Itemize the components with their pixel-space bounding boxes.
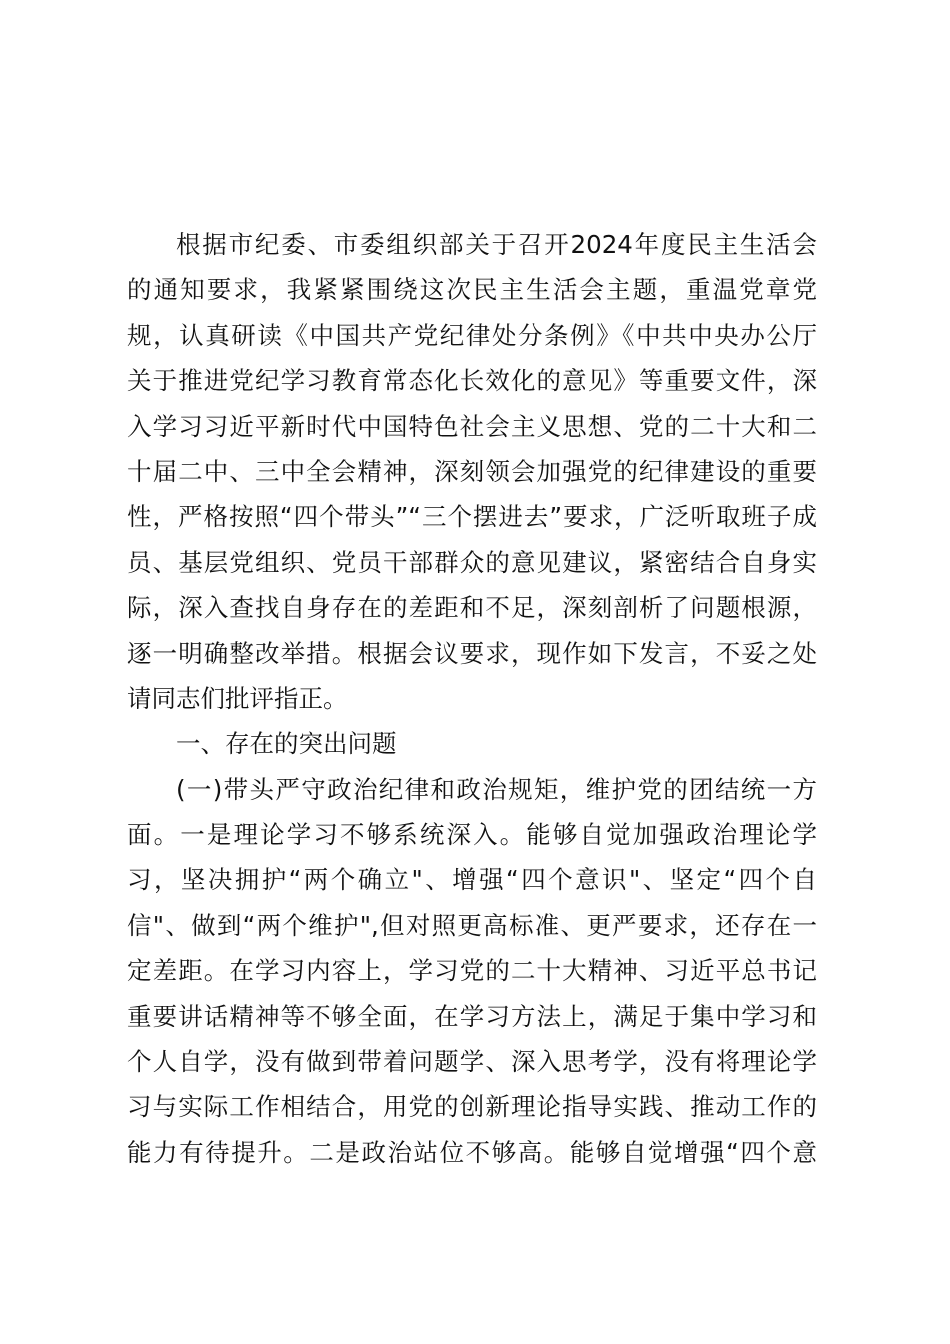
paragraph-line: (一)带头严守政治纪律和政治规矩，维护党的团结统一方 xyxy=(176,774,817,804)
paragraph-line: 的通知要求，我紧紧围绕这次民主生活会主题，重温党章党 xyxy=(127,275,817,305)
paragraph-line: 入学习习近平新时代中国特色社会主义思想、党的二十大和二 xyxy=(127,411,817,441)
paragraph-line: 习，坚决拥护“两个确立"、增强“四个意识"、坚定“四个自 xyxy=(127,865,817,895)
paragraph-line: 根据市纪委、市委组织部关于召开2024年度民主生活会 xyxy=(176,230,817,259)
paragraph-line: 定差距。在学习内容上，学习党的二十大精神、习近平总书记 xyxy=(127,956,817,986)
paragraph-line: 际，深入查找自身存在的差距和不足，深刻剖析了问题根源， xyxy=(127,593,817,623)
paragraph-line: 规，认真研读《中国共产党纪律处分条例》《中共中央办公厅 xyxy=(127,320,817,350)
paragraph-line: 十届二中、三中全会精神，深刻领会加强党的纪律建设的重要 xyxy=(127,456,817,486)
document-body xyxy=(127,222,817,1175)
paragraph-line: 关于推进党纪学习教育常态化长效化的意见》等重要文件，深 xyxy=(127,366,817,396)
paragraph-line: 请同志们批评指正。 xyxy=(127,683,348,713)
section-heading: 一、存在的突出问题 xyxy=(176,729,397,759)
paragraph-line: 逐一明确整改举措。根据会议要求，现作如下发言，不妥之处 xyxy=(127,638,817,668)
paragraph-line: 习与实际工作相结合，用党的创新理论指导实践、推动工作的 xyxy=(127,1092,817,1122)
paragraph-line: 信"、做到“两个维护",但对照更高标准、更严要求，还存在一 xyxy=(127,910,817,940)
paragraph-line: 面。一是理论学习不够系统深入。能够自觉加强政治理论学 xyxy=(127,820,817,850)
paragraph-line: 重要讲话精神等不够全面，在学习方法上，满足于集中学习和 xyxy=(127,1001,817,1031)
paragraph-line: 员、基层党组织、党员干部群众的意见建议，紧密结合自身实 xyxy=(127,547,817,577)
paragraph-line: 个人自学，没有做到带着问题学、深入思考学，没有将理论学 xyxy=(127,1047,817,1077)
paragraph-line: 能力有待提升。二是政治站位不够高。能够自觉增强“四个意 xyxy=(127,1137,817,1167)
paragraph-line: 性，严格按照“四个带头”“三个摆进去”要求，广泛听取班子成 xyxy=(127,502,817,532)
